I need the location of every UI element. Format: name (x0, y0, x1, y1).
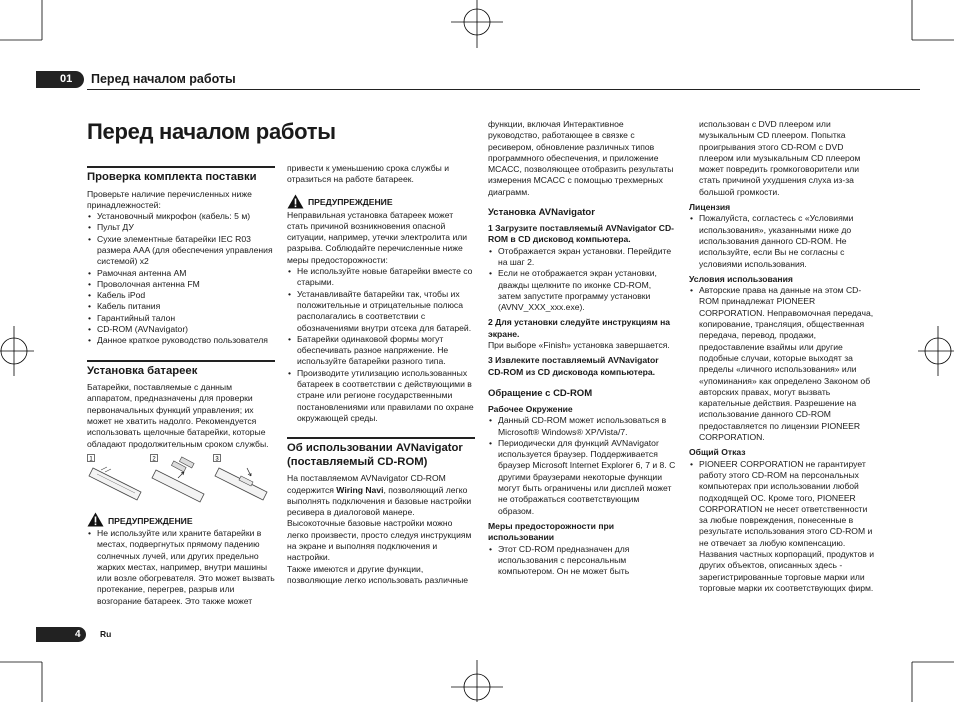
warning-label: ПРЕДУПРЕЖДЕНИЕ (108, 515, 193, 526)
continued-text: использован с DVD плеером или музыкальным CD плеером. Попытка проигрывания этого CD-ROM с DVD плеером или музыкальным CD плеером может повредить громкоговорители или стать причиной ухудшения слуха из-за большой громкости. (699, 119, 861, 197)
header-rule (87, 89, 920, 90)
page-title: Перед началом работы (87, 119, 336, 144)
svg-text:1: 1 (89, 456, 93, 463)
warning-heading (87, 512, 275, 527)
illustration-step-1 (87, 454, 147, 506)
section-intro: Проверьте наличие перечисленных ниже принадлежностей: (87, 188, 252, 210)
list-item: • Сухие элементные батарейки IEC R03 размера AAA (для обеспечения управления системой) x2 (87, 234, 275, 268)
subsection-license: Лицензия (689, 202, 731, 213)
section-rule (87, 360, 275, 362)
list-item: • Отображается экран установки. Перейдите на шаг 2. (488, 246, 676, 269)
warning-list (87, 528, 275, 607)
column-1 (87, 166, 275, 607)
step-3: 3 Извлеките поставляемый AVNavigator CD-ROM из CD дисковода компьютера. (488, 355, 659, 377)
svg-text:2: 2 (152, 456, 156, 463)
list-item: • Если не отображается экран установки, дважды щелкните по иконке CD-ROM, затем запустите программу установки (AVNV_XXX_xxx.exe). (488, 268, 676, 313)
step-2: 2 Для установки следуйте инструкциям на экране. (488, 317, 671, 339)
environment-list (488, 415, 676, 517)
column-3 (488, 119, 676, 577)
warning-heading (287, 194, 475, 209)
license-list (689, 213, 877, 269)
chapter-title: Перед началом работы (91, 72, 236, 86)
subsection-precautions: Меры предосторожности при использовании (488, 520, 615, 543)
subsection-terms: Условия использования (689, 273, 793, 284)
list-item: • Батарейки одинаковой формы могут обеспечивать разное напряжение. Не используйте батарейки разного типа. (287, 334, 475, 368)
chapter-number-tab: 01 (36, 71, 84, 88)
language-code: Ru (100, 629, 112, 639)
list-item: • Не используйте или храните батарейки в местах, подвергнутых прямому падению солнечных лучей, или других предельно жарких местах, например, внутри машины или возле обогревателя. Это может вызвать протекание, перегрев, разрыв или возгорание батареек. Это также может (87, 528, 275, 607)
section-title-avnavigator: Об использовании AVNavigator (поставляемый CD-ROM) (287, 442, 463, 468)
battery-illustration (87, 454, 275, 506)
illustration-step-2 (150, 454, 210, 506)
section-title-batteries: Установка батареек (87, 364, 198, 377)
column-4 (689, 119, 877, 594)
subsection-disclaimer: Общий Отказ (689, 447, 746, 458)
list-item: • Устанавливайте батарейки так, чтобы их положительные и отрицательные полюса располагались в соответствии с обозначениями внутри отсека для батарей. (287, 289, 475, 334)
list-item: • Пульт ДУ (87, 222, 275, 233)
page-number-tab: 4 (36, 627, 86, 642)
avnavigator-text-2: Также имеются и другие функции, позволяющие легко использовать различные (287, 563, 469, 585)
list-item: • Гарантийный талон (87, 313, 275, 324)
step-1: 1 Загрузите поставляемый AVNavigator CD-ROM в CD дисковод компьютера. (488, 223, 675, 245)
warning-list (287, 266, 475, 424)
warning-text: Неправильная установка батареек может стать причиной возникновения опасной ситуации, например, утечки электролита или разрыва. Соблюдайте перечисленные ниже меры предосторожности: (287, 209, 468, 265)
section-title-cdrom: Обращение с CD-ROM (488, 387, 593, 399)
list-item: • Периодически для функций AVNavigator используется браузер. Поддерживается браузер Microsoft Internet Explorer 6, 7 и 8. С другими браузерами некоторые функции могут быть ограничены или дисплей может не отображаться соответствующим образом. (488, 438, 676, 517)
continued-text: привести к уменьшению срока службы и отразиться на работе батареек. (287, 163, 450, 185)
battery-text: Батарейки, поставляемые с данным аппаратом, предназначены для проверки первоначальных функций управления; их может не хватить надолго. Рекомендуется использовать щелочные батарейки, которые обладают продолжительным сроком службы. (87, 382, 269, 449)
step-2-text: При выборе «Finish» установка завершается. (488, 340, 670, 351)
precautions-list (488, 544, 676, 578)
section-title-install: Установка AVNavigator (488, 207, 595, 219)
list-item: • Этот CD-ROM предназначен для использования с персональным компьютером. Он не может быть (488, 544, 676, 578)
warning-label: ПРЕДУПРЕЖДЕНИЕ (308, 197, 393, 208)
section-title-contents: Проверка комплекта поставки (87, 171, 257, 183)
subsection-environment: Рабочее Окружение (488, 403, 573, 414)
section-rule (287, 437, 475, 439)
list-item: • Проволочная антенна FM (87, 279, 275, 290)
list-item: • Кабель iPod (87, 290, 275, 301)
list-item: • Установочный микрофон (кабель: 5 м) (87, 211, 275, 222)
section-rule (87, 166, 275, 168)
svg-text:3: 3 (215, 456, 219, 463)
disclaimer-list (689, 459, 877, 595)
column-2 (287, 163, 475, 586)
list-item: • Данный CD-ROM может использоваться в Microsoft® Windows® XP/Vista/7. (488, 415, 676, 438)
list-item: • Пожалуйста, согластесь с «Условиями использования», указанными ниже до использования данного CD-ROM. Не используйте, если Вы не согласны с условиями использования. (689, 213, 877, 269)
illustration-step-3 (213, 454, 273, 506)
list-item: • Кабель питания (87, 301, 275, 312)
continued-text: функции, включая Интерактивное руководство, работающее в связке с ресивером, обновление различных типов программного обеспечения, и приложение MCACC, позволяющее отобразить результаты измерения MCACC с помощью трехмерных диаграмм. (488, 119, 674, 197)
avnavigator-text: На поставляемом AVNavigator CD-ROM содержится Wiring Navi, позволяющий легко выполнять подключения и базовые настройки ресивера в диалоговой манере. Высокоточные базовые настройки можно легко произвести, просто следуя инструкциям на экране и выполняя подключения и настройки. (287, 473, 472, 563)
list-item: • Не используйте новые батарейки вместе со старыми. (287, 266, 475, 289)
list-item: • Производите утилизацию использованных батареек в соответствии с действующими в стране или регионе государственными постановлениями или правилами по охране окружающей среды. (287, 368, 475, 424)
contents-list (87, 211, 275, 347)
list-item: • Рамочная антенна AM (87, 268, 275, 279)
warning-icon (87, 512, 104, 527)
terms-list (689, 285, 877, 443)
warning-icon (287, 194, 304, 209)
list-item: • Авторские права на данные на этом CD-ROM принадлежат PIONEER CORPORATION. Неправомочная передача, копирование, трансляция, общественная передача, перевод, продажи, предоставление взаймы или другие подобные случаи, которые выходят за пределы «личного использования» или «упоминания» как определено Законом об авторских правах, могут вызвать карательные действия. Разрешение на использование данного CD-ROM предоставляется по лицензии PIONEER CORPORATION. (689, 285, 877, 443)
list-item: • CD-ROM (AVNavigator) (87, 324, 275, 335)
step-1-list (488, 246, 676, 314)
list-item: • Данное краткое руководство пользователя (87, 335, 275, 346)
list-item: • PIONEER CORPORATION не гарантирует работу этого CD-ROM на персональных компьютерах при использовании любой подходящей ОС. Кроме того, PIONEER CORPORATION не несет ответственности за любые повреждения, понесенные в результате использования этого CD-ROM и не отвечает за любую компенсацию. Названия частных корпораций, продуктов и других объектов, описанных здесь - зарегистрированные торговые марки или торговые марки их соответствующих фирм. (689, 459, 877, 595)
